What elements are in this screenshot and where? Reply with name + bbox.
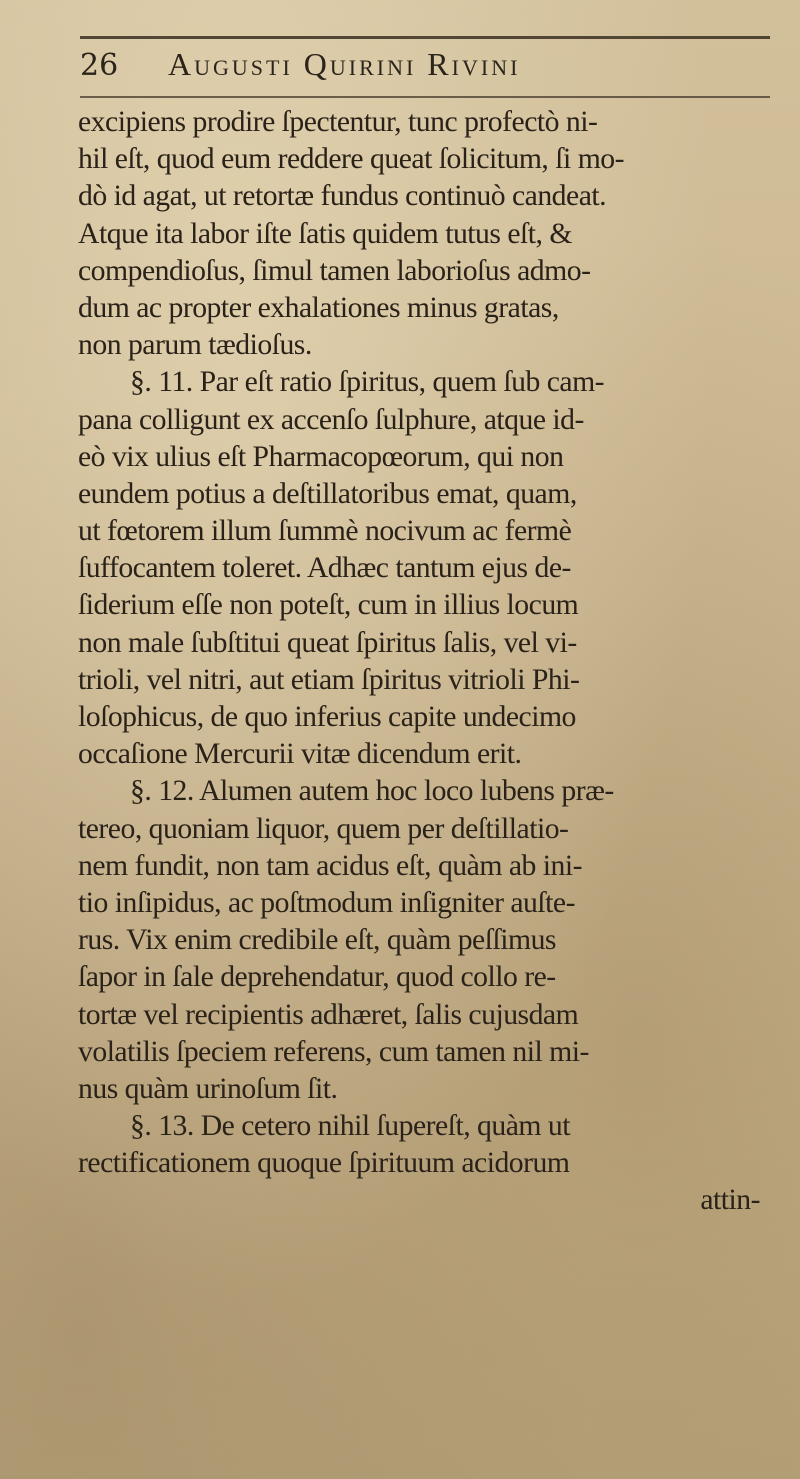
text-line: ut fœtorem illum ſummè nocivum ac fermè — [78, 515, 572, 548]
text-line: occaſione Mercurii vitæ dicendum erit. — [78, 738, 522, 771]
text-line: tereo, quoniam liquor, quem per deſtillatio- — [78, 812, 569, 845]
text-line: eundem potius a deſtillatoribus emat, quam, — [78, 477, 577, 510]
text-line: dò id agat, ut retortæ fundus continuò candeat. — [78, 180, 607, 213]
body-text — [78, 104, 798, 1220]
text-line: ſiderium eſſe non poteſt, cum in illius locum — [78, 589, 579, 622]
top-rule — [80, 36, 770, 39]
text-line: excipiens prodire ſpectentur, tunc profectò ni- — [78, 106, 598, 138]
header-rule — [80, 96, 770, 98]
text-line: eò vix ulius eſt Pharmacopœorum, qui non — [78, 440, 564, 473]
text-line: loſophicus, de quo inferius capite undecimo — [78, 701, 576, 733]
text-line: §. 13. De cetero nihil ſupereſt, quàm ut — [130, 1110, 571, 1143]
text-line: nus quàm urinoſum ſit. — [78, 1072, 338, 1105]
page-shadow — [0, 1260, 800, 1479]
text-line: trioli, vel nitri, aut etiam ſpiritus vitrioli Phi- — [78, 663, 580, 696]
text-line: non male ſubſtitui queat ſpiritus ſalis, vel vi- — [78, 626, 577, 659]
text-line: Atque ita labor iſte ſatis quidem tutus eſt, & — [78, 217, 572, 250]
text-line: ſapor in ſale deprehendatur, quod collo re- — [78, 961, 556, 994]
text-line: pana colligunt ex accenſo ſulphure, atque id- — [78, 403, 584, 436]
running-head: Augusti Quirini Rivini — [168, 46, 521, 82]
text-line: compendioſus, ſimul tamen laborioſus admo- — [78, 254, 591, 287]
text-line: hil eſt, quod eum reddere queat ſolicitum, ſi mo- — [78, 143, 625, 176]
text-line: volatilis ſpeciem referens, cum tamen nil mi- — [78, 1035, 589, 1068]
text-line: non parum tædioſus. — [78, 329, 312, 362]
page-number: 26 — [80, 48, 119, 83]
text-line: dum ac propter exhalationes minus gratas, — [78, 291, 559, 324]
text-line: nem fundit, non tam acidus eſt, quàm ab ini- — [78, 849, 583, 882]
page-header — [70, 46, 770, 94]
text-line: §. 12. Alumen autem hoc loco lubens præ- — [130, 775, 614, 808]
text-line: tio inſipidus, ac poſtmodum inſigniter auſte- — [78, 886, 575, 919]
text-line: ſuffocantem toleret. Adhæc tantum ejus de- — [78, 552, 571, 585]
text-line: §. 11. Par eſt ratio ſpiritus, quem ſub cam- — [130, 366, 605, 399]
text-line: rectificationem quoque ſpirituum acidorum — [78, 1147, 570, 1180]
catchword: attin- — [700, 1184, 760, 1217]
text-line: tortæ vel recipientis adhæret, ſalis cujusdam — [78, 998, 579, 1031]
text-line: rus. Vix enim credibile eſt, quàm peſſimus — [78, 924, 556, 957]
